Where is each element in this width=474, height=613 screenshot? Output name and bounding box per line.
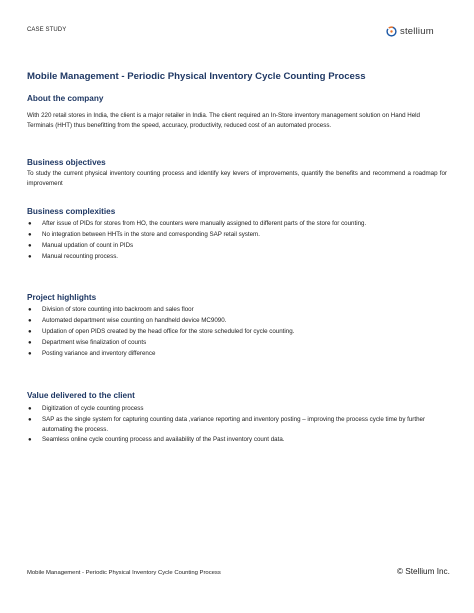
list-item: ● Division of store counting into backroom and sales floor bbox=[27, 305, 447, 316]
value-section bbox=[27, 391, 447, 446]
list-item: ● Posting variance and inventory difference bbox=[27, 349, 447, 360]
bullet-icon: ● bbox=[28, 416, 32, 423]
list-item: ● After issue of PIDs for stores from HO, the counters were manually assigned to different parts of the store for counting. bbox=[27, 219, 447, 230]
objectives-text: To study the current physical inventory counting process and identify key levers of improvements, quantify the benefits and recommend a roadmap for improvement bbox=[27, 170, 447, 187]
complexities-heading: Business complexities bbox=[27, 207, 116, 216]
footer-title: Mobile Management - Periodic Physical Inventory Cycle Counting Process bbox=[27, 570, 221, 576]
highlights-heading: Project highlights bbox=[27, 293, 97, 302]
bullet-icon: ● bbox=[28, 317, 32, 324]
list-item: ● Manual recounting process. bbox=[27, 252, 447, 263]
bullet-icon: ● bbox=[28, 253, 32, 260]
bullet-icon: ● bbox=[28, 221, 32, 227]
objectives-section bbox=[27, 158, 447, 189]
about-heading: About the company bbox=[27, 94, 104, 103]
about-text: With 220 retail stores in India, the client is a major retailer in India. The client required an In-Store inventory management solution on Hand Held Terminals (HHT) thus benefitting from the speed, accuracy, productivity, reduced cost of an automated process. bbox=[27, 112, 420, 129]
list-item: ● Department wise finalization of counts bbox=[27, 338, 447, 349]
bullet-icon: ● bbox=[28, 307, 32, 313]
complexities-list bbox=[27, 219, 447, 263]
complexities-section bbox=[27, 207, 447, 263]
value-heading: Value delivered to the client bbox=[27, 391, 135, 400]
bullet-icon: ● bbox=[28, 436, 32, 443]
list-item: ● Seamless online cycle counting process and availability of the Past inventory count data. bbox=[27, 435, 447, 446]
list-item: ● Automated department wise counting on handheld device MC9090. bbox=[27, 316, 447, 327]
objectives-heading: Business objectives bbox=[27, 158, 106, 167]
logo-text: stellium bbox=[400, 26, 434, 37]
list-item: ● Updation of open PIDS created by the head office for the store scheduled for cycle counting. bbox=[27, 327, 447, 338]
list-item: ● Digitization of cycle counting process bbox=[27, 404, 447, 415]
bullet-icon: ● bbox=[28, 339, 32, 346]
list-item: ● SAP as the single system for capturing counting data ,variance reporting and inventory posting – improving the process cycle time by further automating the process. bbox=[28, 415, 426, 433]
stellium-logo-icon bbox=[386, 26, 397, 37]
bullet-icon: ● bbox=[28, 231, 32, 238]
highlights-section bbox=[27, 293, 447, 360]
bullet-icon: ● bbox=[28, 328, 32, 335]
document-title: Mobile Management - Periodic Physical Inventory Cycle Counting Process bbox=[27, 71, 366, 82]
footer-copyright: © Stellium Inc. bbox=[397, 567, 450, 576]
bullet-icon: ● bbox=[28, 406, 32, 412]
case-study-label: CASE STUDY bbox=[27, 27, 67, 33]
value-list bbox=[27, 404, 447, 446]
about-section bbox=[27, 94, 447, 131]
company-logo bbox=[386, 26, 434, 37]
bullet-icon: ● bbox=[28, 242, 32, 249]
bullet-icon: ● bbox=[28, 350, 32, 357]
highlights-list bbox=[27, 305, 447, 360]
list-item: ● No integration between HHTs in the store and corresponding SAP retail system. bbox=[27, 230, 447, 241]
list-item: ● Manual updation of count in PIDs bbox=[27, 241, 447, 252]
